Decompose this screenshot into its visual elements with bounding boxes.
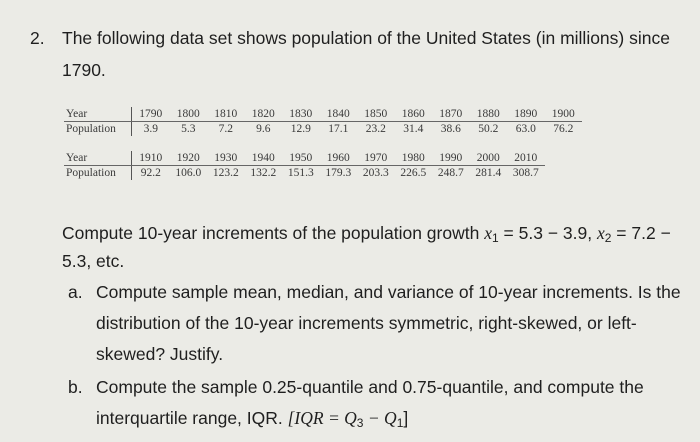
part-a-line2: distribution of the 10-year increments symmetric, right-skewed, or left- <box>96 313 637 333</box>
year-cell: 1950 <box>289 152 313 164</box>
population-table-1 <box>64 107 582 136</box>
part-b-text: interquartile range, IQR. <box>96 408 288 428</box>
x1-variable: x <box>484 223 492 243</box>
problem-number: 2. <box>30 28 45 48</box>
population-cell: 38.6 <box>440 123 461 135</box>
year-cell: 1960 <box>326 152 350 164</box>
instruction-line2: 5.3, etc. <box>62 251 125 271</box>
year-header: Year <box>64 151 132 165</box>
population-cell: 63.0 <box>515 123 536 135</box>
population-cell: 76.2 <box>553 123 574 135</box>
x2-variable: x <box>596 223 605 243</box>
year-cell: 1820 <box>251 108 275 120</box>
table1-population-row <box>64 121 582 136</box>
year-cell: 1940 <box>251 152 275 164</box>
year-cell: 2000 <box>476 152 500 164</box>
population-cell: 9.6 <box>256 123 271 135</box>
year-cell: 1920 <box>176 152 200 164</box>
instruction-text: Compute 10-year increments of the population growth <box>62 223 485 243</box>
population-cell: 179.3 <box>325 167 352 179</box>
problem-intro-line2: 1790. <box>62 60 106 80</box>
population-table-2 <box>64 151 545 180</box>
q1-subscript: 1 <box>396 416 404 430</box>
year-cell: 1790 <box>139 108 163 120</box>
year-cell: 1880 <box>476 108 500 120</box>
table1-year-row <box>64 107 582 121</box>
table2-population-row <box>64 165 545 180</box>
year-cell: 1910 <box>139 152 163 164</box>
year-cell: 1900 <box>551 108 575 120</box>
part-b-line1: Compute the sample 0.25-quantile and 0.75-quantile, and compute the <box>96 377 644 397</box>
table2-year-row <box>64 151 545 165</box>
population-cell: 17.1 <box>328 123 349 135</box>
year-cell: 1840 <box>326 108 350 120</box>
year-header: Year <box>64 107 132 121</box>
population-cell: 23.2 <box>365 123 386 135</box>
population-cell: 50.2 <box>478 123 499 135</box>
population-cell: 123.2 <box>212 167 239 179</box>
population-cell: 308.7 <box>512 167 539 179</box>
year-cell: 1850 <box>364 108 388 120</box>
population-cell: 151.3 <box>287 167 314 179</box>
year-cell: 1860 <box>401 108 425 120</box>
year-cell: 1990 <box>439 152 463 164</box>
population-cell: 12.9 <box>290 123 311 135</box>
population-header: Population <box>64 166 132 180</box>
part-a-line3: skewed? Justify. <box>96 344 224 364</box>
year-cell: 1980 <box>401 152 425 164</box>
year-cell: 1800 <box>176 108 200 120</box>
population-cell: 132.2 <box>250 167 277 179</box>
population-cell: 7.2 <box>218 123 233 135</box>
population-cell: 203.3 <box>362 167 389 179</box>
year-cell: 1870 <box>439 108 463 120</box>
population-header: Population <box>64 122 132 136</box>
iqr-formula-open: [IQR = Q <box>287 408 357 428</box>
part-b-line2 <box>96 407 408 434</box>
part-a-line1: Compute sample mean, median, and variance of 10-year increments. Is the <box>96 282 681 302</box>
part-b-label: b. <box>68 377 83 397</box>
x2-expression: = 7.2 − <box>616 223 671 243</box>
iqr-formula-close: ] <box>403 408 409 428</box>
iqr-formula-mid: − Q <box>363 408 397 428</box>
instruction-line1 <box>62 222 671 249</box>
population-cell: 5.3 <box>181 123 196 135</box>
year-cell: 1830 <box>289 108 313 120</box>
population-cell: 281.4 <box>475 167 502 179</box>
year-cell: 1810 <box>214 108 238 120</box>
population-cell: 92.2 <box>140 167 161 179</box>
population-cell: 226.5 <box>400 167 427 179</box>
population-cell: 31.4 <box>403 123 424 135</box>
x1-expression: = 5.3 − 3.9, <box>503 223 597 243</box>
q3-subscript: 3 <box>356 416 364 430</box>
x1-subscript: 1 <box>491 231 499 245</box>
problem-intro-line1: The following data set shows population of the United States (in millions) since <box>62 28 670 48</box>
year-cell: 1930 <box>214 152 238 164</box>
population-cell: 106.0 <box>175 167 202 179</box>
population-cell: 3.9 <box>143 123 158 135</box>
year-cell: 1970 <box>364 152 388 164</box>
year-cell: 2010 <box>514 152 538 164</box>
x2-subscript: 2 <box>604 231 612 245</box>
year-cell: 1890 <box>514 108 538 120</box>
population-cell: 248.7 <box>437 167 464 179</box>
part-a-label: a. <box>68 282 83 302</box>
